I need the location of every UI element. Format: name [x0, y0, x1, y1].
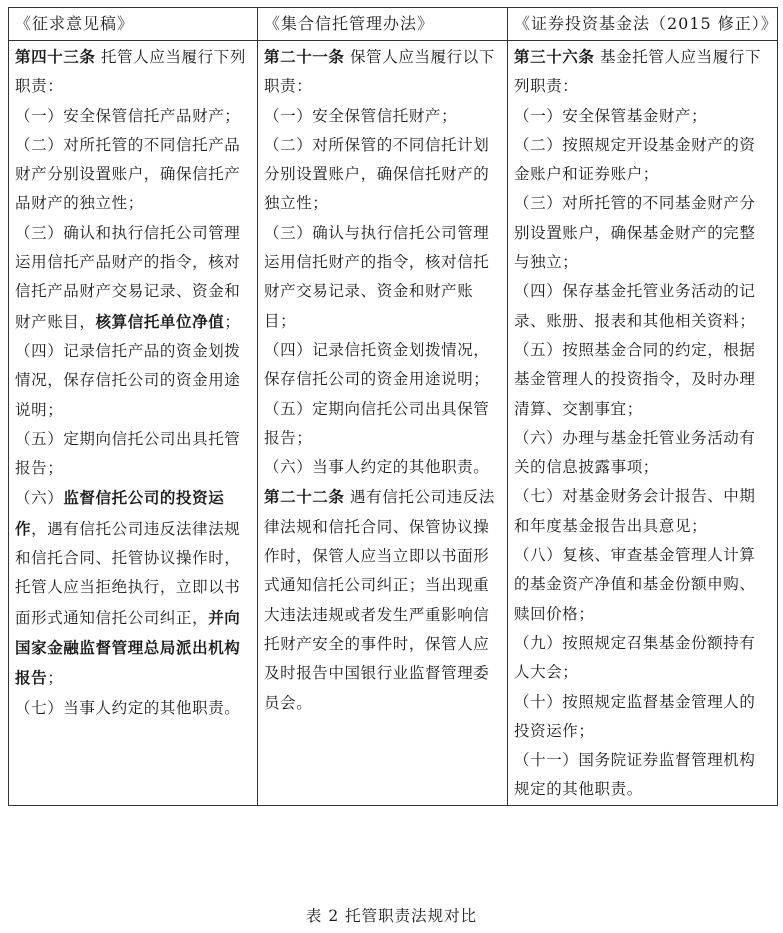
draft-cell	[9, 41, 258, 806]
list-item: （五）定期向信托公司出具保管报告；	[264, 399, 490, 447]
table-caption: 表 2 托管职责法规对比	[305, 907, 478, 925]
list-item	[15, 219, 249, 337]
article-number: 第二十二条	[264, 487, 345, 507]
list-item: （五）定期向信托公司出具托管报告；	[15, 429, 241, 478]
header-fund-law: 《证券投资基金法（2015 修正）》	[508, 8, 778, 41]
header-trust-rules: 《集合信托管理办法》	[258, 8, 508, 41]
article-text: 遇有信托公司违反法律法规和信托合同、保管协议操作时，保管人应当立即以书面形式通知信托公司纠正；当出现重大违法违规或者发生严重影响信托财产安全的事件时，保管人应及时报告中国银行业监督管理委员会。	[264, 488, 495, 712]
table-header-row	[9, 8, 778, 41]
list-item: （九）按照规定召集基金份额持有人大会；	[514, 633, 756, 682]
comparison-table	[8, 7, 778, 806]
list-item: （十）按照规定监督基金管理人的投资运作；	[514, 692, 756, 740]
item-text: ，遇有信托公司违反法律法规和信托合同、托管协议操作时，托管人应当拒绝执行，立即以书面形式通知信托公司纠正，	[15, 519, 241, 627]
list-item: （三）对所托管的不同基金财产分别设置账户，确保基金财产的完整与独立；	[514, 194, 756, 272]
emphasis-text: 并向国家金融监督管理总局派出机构报告	[15, 607, 241, 688]
trust-rules-cell	[258, 41, 508, 806]
article-intro: 基金托管人应当履行下列职责：	[514, 48, 762, 96]
list-item: （二）对所托管的不同信托产品财产分别设置账户，确保信托产品财产的独立性；	[15, 135, 241, 213]
list-item: （四）记录信托产品的资金划拨情况，保存信托公司的资金用途说明；	[15, 341, 241, 419]
document-page	[8, 7, 777, 806]
header-draft: 《征求意见稿》	[9, 8, 258, 41]
article-number: 第四十三条	[15, 47, 96, 66]
article-number: 第二十一条	[264, 47, 345, 66]
article-intro: 托管人应当履行下列职责：	[15, 48, 246, 96]
list-item: （七）对基金财务会计报告、中期和年度基金报告出具意见；	[514, 487, 756, 535]
list-item: （二）对所保管的不同信托计划分别设置账户，确保信托财产的独立性；	[264, 135, 490, 213]
fund-article-36	[514, 42, 769, 102]
fund-law-cell	[508, 41, 778, 806]
item-text: （三）确认和执行信托公司管理运用信托产品财产的指令，核对信托产品财产交易记录、资金和财产账目，	[15, 223, 241, 331]
emphasis-text: 监督信托公司的投资运作	[15, 488, 225, 538]
article-number: 第三十六条	[514, 47, 595, 66]
item-text: ；	[47, 669, 64, 688]
list-item: （四）保存基金托管业务活动的记录、账册、报表和其他相关资料；	[514, 282, 756, 330]
list-item: （七）当事人约定的其他职责。	[15, 698, 241, 717]
trust-article-22	[264, 482, 499, 717]
list-item: （五）按照基金合同的约定，根据基金管理人的投资指令，及时办理清算、交割事宜；	[514, 340, 756, 418]
article-intro: 保管人应当履行以下职责：	[264, 48, 495, 96]
list-item: （四）记录信托资金划拨情况，保存信托公司的资金用途说明；	[264, 340, 490, 389]
list-item: （一）安全保管信托产品财产；	[15, 106, 241, 125]
trust-article-21	[264, 42, 499, 102]
item-text: ；	[224, 312, 241, 331]
list-item: （六）当事人约定的其他职责。	[264, 458, 490, 477]
list-item: （六）办理与基金托管业务活动有关的信息披露事项；	[514, 428, 756, 477]
draft-article-43	[15, 42, 249, 102]
list-item: （一）安全保管基金财产；	[514, 106, 708, 125]
list-item	[15, 483, 249, 693]
emphasis-text: 核算信托单位净值	[95, 311, 225, 331]
table-body-row	[9, 41, 778, 806]
list-item: （二）按照规定开设基金财产的资金账户和证券账户；	[514, 135, 756, 184]
list-item: （三）确认与执行信托公司管理运用信托财产的指令，核对信托财产交易记录、资金和财产账目；	[264, 223, 490, 330]
item-text: （六）	[15, 489, 64, 508]
list-item: （一）安全保管信托财产；	[264, 106, 458, 125]
list-item: （十一）国务院证券监督管理机构规定的其他职责。	[514, 751, 756, 799]
list-item: （八）复核、审查基金管理人计算的基金资产净值和基金份额申购、赎回价格；	[514, 546, 756, 623]
